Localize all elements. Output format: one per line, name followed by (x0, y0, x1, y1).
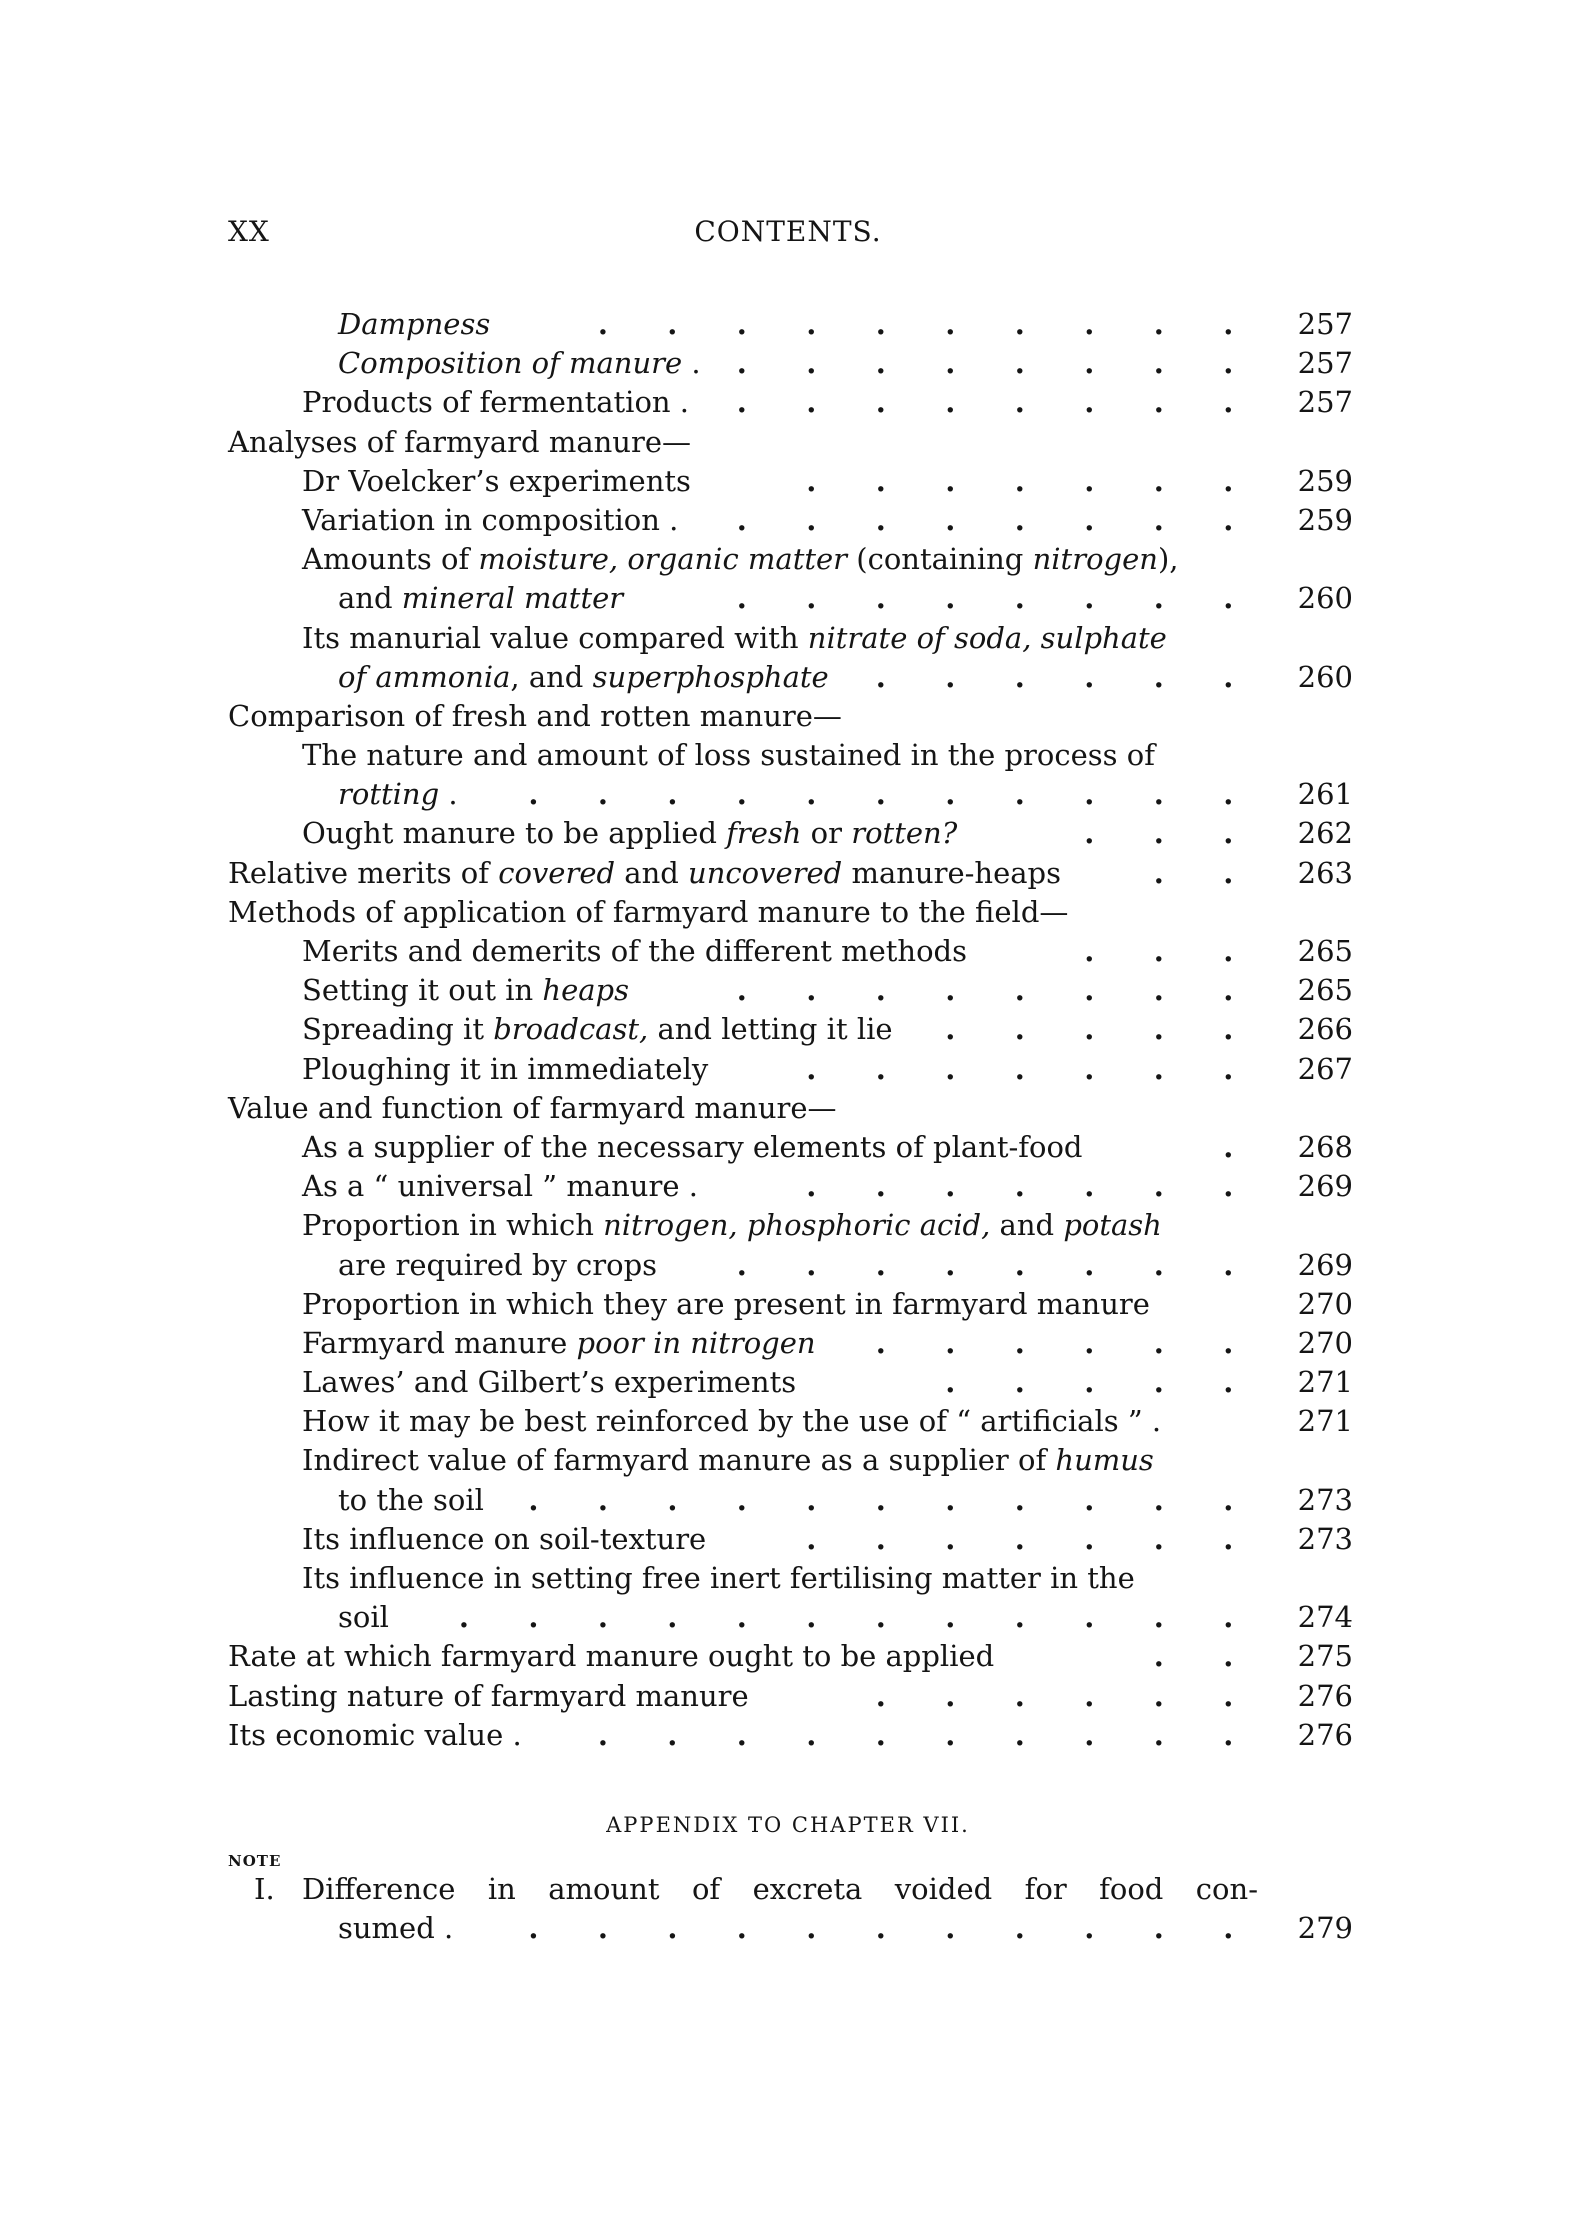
dot-leader: . . . (1084, 816, 1258, 851)
dot-leader: . . . . . . . (806, 1521, 1258, 1556)
toc-entry-text (338, 775, 458, 814)
toc-entry-text (228, 1637, 994, 1676)
toc-entry-text (302, 1441, 1154, 1480)
toc-entry-text (228, 697, 842, 736)
toc-entry-segment: are required by crops (338, 1247, 658, 1282)
dot-leader: . . . . . . . . (736, 973, 1258, 1008)
dot-leader: . . . . . . . . (736, 502, 1258, 537)
toc-entry-text (302, 1010, 893, 1049)
toc-entry-segment: Ought manure to be applied (302, 816, 727, 851)
dot-leader: . . . . . . . . (736, 581, 1258, 616)
toc-entry (228, 423, 1353, 462)
toc-entry-segment: Spreading it (302, 1012, 494, 1047)
toc-entry-segment: Indirect value of farmyard manure as a supplier of (302, 1443, 1056, 1478)
toc-entry-text (302, 1363, 796, 1402)
toc-entry-text (228, 854, 1061, 893)
running-title: CONTENTS. (694, 215, 882, 248)
toc-entry (228, 383, 1353, 422)
toc-entry (228, 1206, 1353, 1245)
toc-entry (228, 619, 1353, 658)
dot-leader: . . . . . . . (806, 1051, 1258, 1086)
toc-entry-segment: uncovered (688, 855, 843, 890)
dot-leader: . . . . . . . . (736, 1247, 1258, 1282)
toc-entry (228, 540, 1353, 579)
toc-entry (228, 697, 1353, 736)
toc-entry-segment: manure-heaps (842, 855, 1061, 890)
page-number: 262 (1297, 816, 1353, 851)
toc-entry-text (302, 462, 691, 501)
page-number: 269 (1297, 1247, 1353, 1282)
appendix-entry-number: I. (254, 1872, 275, 1906)
toc-entry-text (338, 1481, 484, 1520)
page-number: 270 (1297, 1286, 1353, 1321)
toc-entry (228, 579, 1353, 618)
dot-leader: . . . . . . . . (736, 346, 1258, 381)
toc-entry-text (302, 619, 1167, 658)
toc-entry-text (302, 1128, 1083, 1167)
page-number: 273 (1297, 1521, 1353, 1556)
page-number: 275 (1297, 1639, 1353, 1674)
toc-entry-text (302, 814, 957, 853)
page-number: 265 (1297, 973, 1353, 1008)
toc-entry-segment: nitrogen (1032, 542, 1158, 577)
toc-entry (228, 305, 1353, 344)
page-number: 268 (1297, 1129, 1353, 1164)
appendix-heading: APPENDIX TO CHAPTER VII. (606, 1813, 970, 1837)
toc-entry (228, 1520, 1353, 1559)
page-number: 271 (1297, 1404, 1353, 1439)
page-folio: XX (228, 215, 270, 248)
toc-entry-segment: . (682, 346, 701, 381)
page-number: 271 (1297, 1365, 1353, 1400)
toc-entry-segment: soil (338, 1600, 389, 1635)
toc-entry-segment: ), (1157, 542, 1179, 577)
dot-leader: . . . . . . (875, 659, 1258, 694)
toc-entry-segment: and (615, 855, 689, 890)
toc-entry-text (228, 1089, 837, 1128)
toc-entry-segment: As a “ universal ” manure . (302, 1169, 698, 1204)
toc-entry-text (338, 305, 490, 344)
toc-entry (228, 658, 1353, 697)
toc-entry (228, 1167, 1353, 1206)
toc-entry (228, 814, 1353, 853)
toc-entry-segment: Dampness (338, 307, 491, 341)
page-header (228, 215, 1348, 259)
page-number: 265 (1297, 934, 1353, 968)
toc-entry-segment: and (990, 1208, 1064, 1243)
toc-entry (228, 501, 1353, 540)
toc-entry-segment: moisture, organic matter (478, 542, 848, 577)
toc-entry (228, 1637, 1353, 1676)
toc-entry-segment: Farmyard manure (302, 1325, 577, 1360)
toc-entry-text (302, 736, 1155, 775)
toc-entry-text (302, 540, 1178, 579)
toc-entry-segment: or (801, 816, 852, 851)
toc-entry-segment: Relative merits of (228, 855, 499, 890)
toc-entry-segment: Composition of manure (338, 346, 683, 381)
page-number: 279 (1297, 1911, 1353, 1946)
page-number: 270 (1297, 1325, 1353, 1360)
toc-entry-segment: and letting it lie (648, 1012, 893, 1047)
dot-leader: . . . . . . . . . . . (528, 1911, 1258, 1946)
toc-entry-text (338, 1598, 389, 1637)
dot-leader: . . . . . . . (806, 1169, 1258, 1204)
dot-leader: . . . . . . (875, 1678, 1258, 1713)
toc-entry-segment: Rate at which farmyard manure ought to be applied (228, 1639, 995, 1674)
toc-entry-text (302, 1559, 1135, 1598)
toc-entry (228, 736, 1353, 775)
page-number: 260 (1297, 659, 1353, 694)
toc-entry (228, 775, 1353, 814)
toc-entry-segment: Products of fermentation . (302, 385, 690, 420)
page-number: 261 (1297, 777, 1353, 812)
toc-entry-segment: , and (510, 659, 593, 694)
toc-entry (228, 1089, 1353, 1128)
dot-leader: . . . . . . . . . . (597, 307, 1258, 341)
toc-entry (228, 854, 1353, 893)
appendix-entries (228, 1870, 1353, 1948)
toc-entry-segment: Variation in composition . (302, 502, 679, 537)
toc-entry-segment: Its influence on soil-texture (302, 1521, 707, 1556)
toc-entry-segment: fresh (726, 816, 802, 851)
page-number: 276 (1297, 1678, 1353, 1713)
toc-entry (228, 1559, 1353, 1598)
toc-entry-segment: Proportion in which (302, 1208, 604, 1243)
toc-entry (228, 1402, 1353, 1441)
toc-entry-segment: Its influence in setting free inert fertilising matter in the (302, 1561, 1135, 1595)
toc-entry-segment: poor in nitrogen (576, 1325, 816, 1360)
toc-entry-text (338, 658, 829, 697)
toc-entry-text (302, 1167, 698, 1206)
toc-entry-segment: rotten? (851, 816, 958, 851)
toc-entry-text (302, 932, 967, 971)
toc-entry (228, 1128, 1353, 1167)
toc-entry-segment: covered (498, 855, 616, 890)
page-number: 260 (1297, 581, 1353, 616)
toc-entry-segment: and (338, 581, 402, 616)
toc-entry (228, 932, 1353, 971)
dot-leader: . . . . . . . . . . (597, 1717, 1258, 1752)
dot-leader: . . . . . (945, 1012, 1258, 1047)
toc-entry-segment: Its economic value . (228, 1717, 522, 1752)
dot-leader: . . . . . . . . . . . (528, 1482, 1258, 1517)
dot-leader: . . (1153, 1639, 1258, 1674)
toc-entry-text (302, 1402, 1161, 1441)
toc-entry-segment: Amounts of (302, 542, 479, 577)
toc-entry-segment: Methods of application of farmyard manure to the field— (228, 894, 1069, 929)
toc-entry-segment: broadcast, (493, 1012, 649, 1047)
table-of-contents (228, 305, 1353, 1755)
toc-entry (228, 462, 1353, 501)
dot-leader: . (1223, 1129, 1258, 1164)
toc-entry (228, 1050, 1353, 1089)
dot-leader: . . . . . . . (806, 463, 1258, 498)
dot-leader: . . (1153, 855, 1258, 890)
dot-leader: . . . (1084, 934, 1258, 968)
page-number: 259 (1297, 463, 1353, 498)
dot-leader: . . . . . . (875, 1325, 1258, 1360)
toc-entry-text (302, 971, 629, 1010)
toc-entry (228, 1598, 1353, 1637)
toc-entry-text (228, 893, 1068, 932)
toc-entry-segment: Value and function of farmyard manure— (228, 1090, 837, 1125)
toc-entry-segment: of ammonia (338, 659, 511, 694)
page-number: 259 (1297, 502, 1353, 537)
appendix-entry-line (228, 1870, 1353, 1909)
toc-entry-text (338, 579, 623, 618)
toc-entry-segment: Proportion in which they are present in farmyard manure (302, 1286, 1150, 1321)
toc-entry (228, 1246, 1353, 1285)
toc-entry-text (302, 1324, 816, 1363)
toc-entry-segment: Merits and demerits of the different methods (302, 934, 967, 968)
toc-entry-text (228, 1677, 749, 1716)
toc-entry (228, 1481, 1353, 1520)
page-number: 273 (1297, 1482, 1353, 1517)
toc-entry-text (338, 344, 701, 383)
toc-entry-text (302, 1520, 706, 1559)
toc-entry-segment: to the soil (338, 1482, 484, 1517)
toc-entry-text (302, 1050, 708, 1089)
toc-entry-segment: As a supplier of the necessary elements of plant-food (302, 1129, 1083, 1164)
toc-entry-segment: heaps (542, 973, 629, 1008)
note-label: NOTE (228, 1852, 282, 1870)
toc-entry-text (302, 501, 678, 540)
page-number: 266 (1297, 1012, 1353, 1047)
toc-entry (228, 1324, 1353, 1363)
page-number: 274 (1297, 1600, 1353, 1635)
toc-entry-segment: Lasting nature of farmyard manure (228, 1678, 749, 1713)
toc-entry-segment: potash (1063, 1208, 1162, 1243)
toc-entry-text (302, 383, 689, 422)
toc-entry (228, 1716, 1353, 1755)
page-number: 267 (1297, 1051, 1353, 1086)
toc-entry (228, 893, 1353, 932)
toc-entry (228, 1677, 1353, 1716)
appendix-entry-text: sumed . (338, 1911, 454, 1946)
toc-entry-segment: Lawes’ and Gilbert’s experiments (302, 1365, 797, 1400)
page-number: 269 (1297, 1169, 1353, 1204)
page-number: 257 (1297, 346, 1353, 381)
toc-entry (228, 1363, 1353, 1402)
toc-entry-segment: Ploughing it in immediately (302, 1051, 709, 1086)
toc-entry (228, 971, 1353, 1010)
dot-leader: . . . . . (945, 1365, 1258, 1400)
toc-entry-segment: Setting it out in (302, 973, 543, 1008)
toc-entry (228, 1010, 1353, 1049)
toc-entry-segment: Its manurial value compared with (302, 620, 808, 655)
toc-entry-text (302, 1285, 1150, 1324)
toc-entry-text (302, 1206, 1162, 1245)
toc-entry-segment: Dr Voelcker’s experiments (302, 463, 691, 498)
toc-entry-segment: Analyses of farmyard manure— (228, 424, 691, 459)
dot-leader: . . . . . . . . . . . (528, 777, 1258, 812)
toc-entry-segment: (containing (847, 542, 1033, 577)
appendix-entry-text: Difference in amount of excreta voided for food con- (302, 1872, 1258, 1906)
toc-entry (228, 1285, 1353, 1324)
toc-entry-segment: nitrogen, phosphoric acid, (603, 1208, 991, 1243)
appendix-entry-line (228, 1909, 1353, 1948)
toc-entry-segment: Comparison of fresh and rotten manure— (228, 698, 842, 733)
toc-entry-segment: The nature and amount of loss sustained in the process of (302, 738, 1155, 773)
toc-entry-text (228, 1716, 522, 1755)
toc-entry-segment: . (439, 777, 458, 812)
page-number: 257 (1297, 307, 1353, 341)
toc-entry-segment: superphosphate (592, 659, 829, 694)
dot-leader: . . . . . . . . (736, 385, 1258, 420)
toc-entry-text (338, 1246, 657, 1285)
page-number: 257 (1297, 385, 1353, 420)
toc-entry-segment: rotting (338, 777, 440, 812)
toc-entry (228, 1441, 1353, 1480)
toc-entry (228, 344, 1353, 383)
toc-entry-text (228, 423, 691, 462)
page-number: 276 (1297, 1717, 1353, 1752)
toc-entry-segment: mineral matter (401, 581, 624, 616)
page-number: 263 (1297, 855, 1353, 890)
toc-entry-segment: humus (1055, 1443, 1154, 1478)
dot-leader: . . . . . . . . . . . . (458, 1600, 1258, 1635)
toc-entry-segment: nitrate of soda, sulphate (807, 620, 1167, 655)
toc-entry-segment: How it may be best reinforced by the use of “ artificials ” . (302, 1404, 1162, 1439)
